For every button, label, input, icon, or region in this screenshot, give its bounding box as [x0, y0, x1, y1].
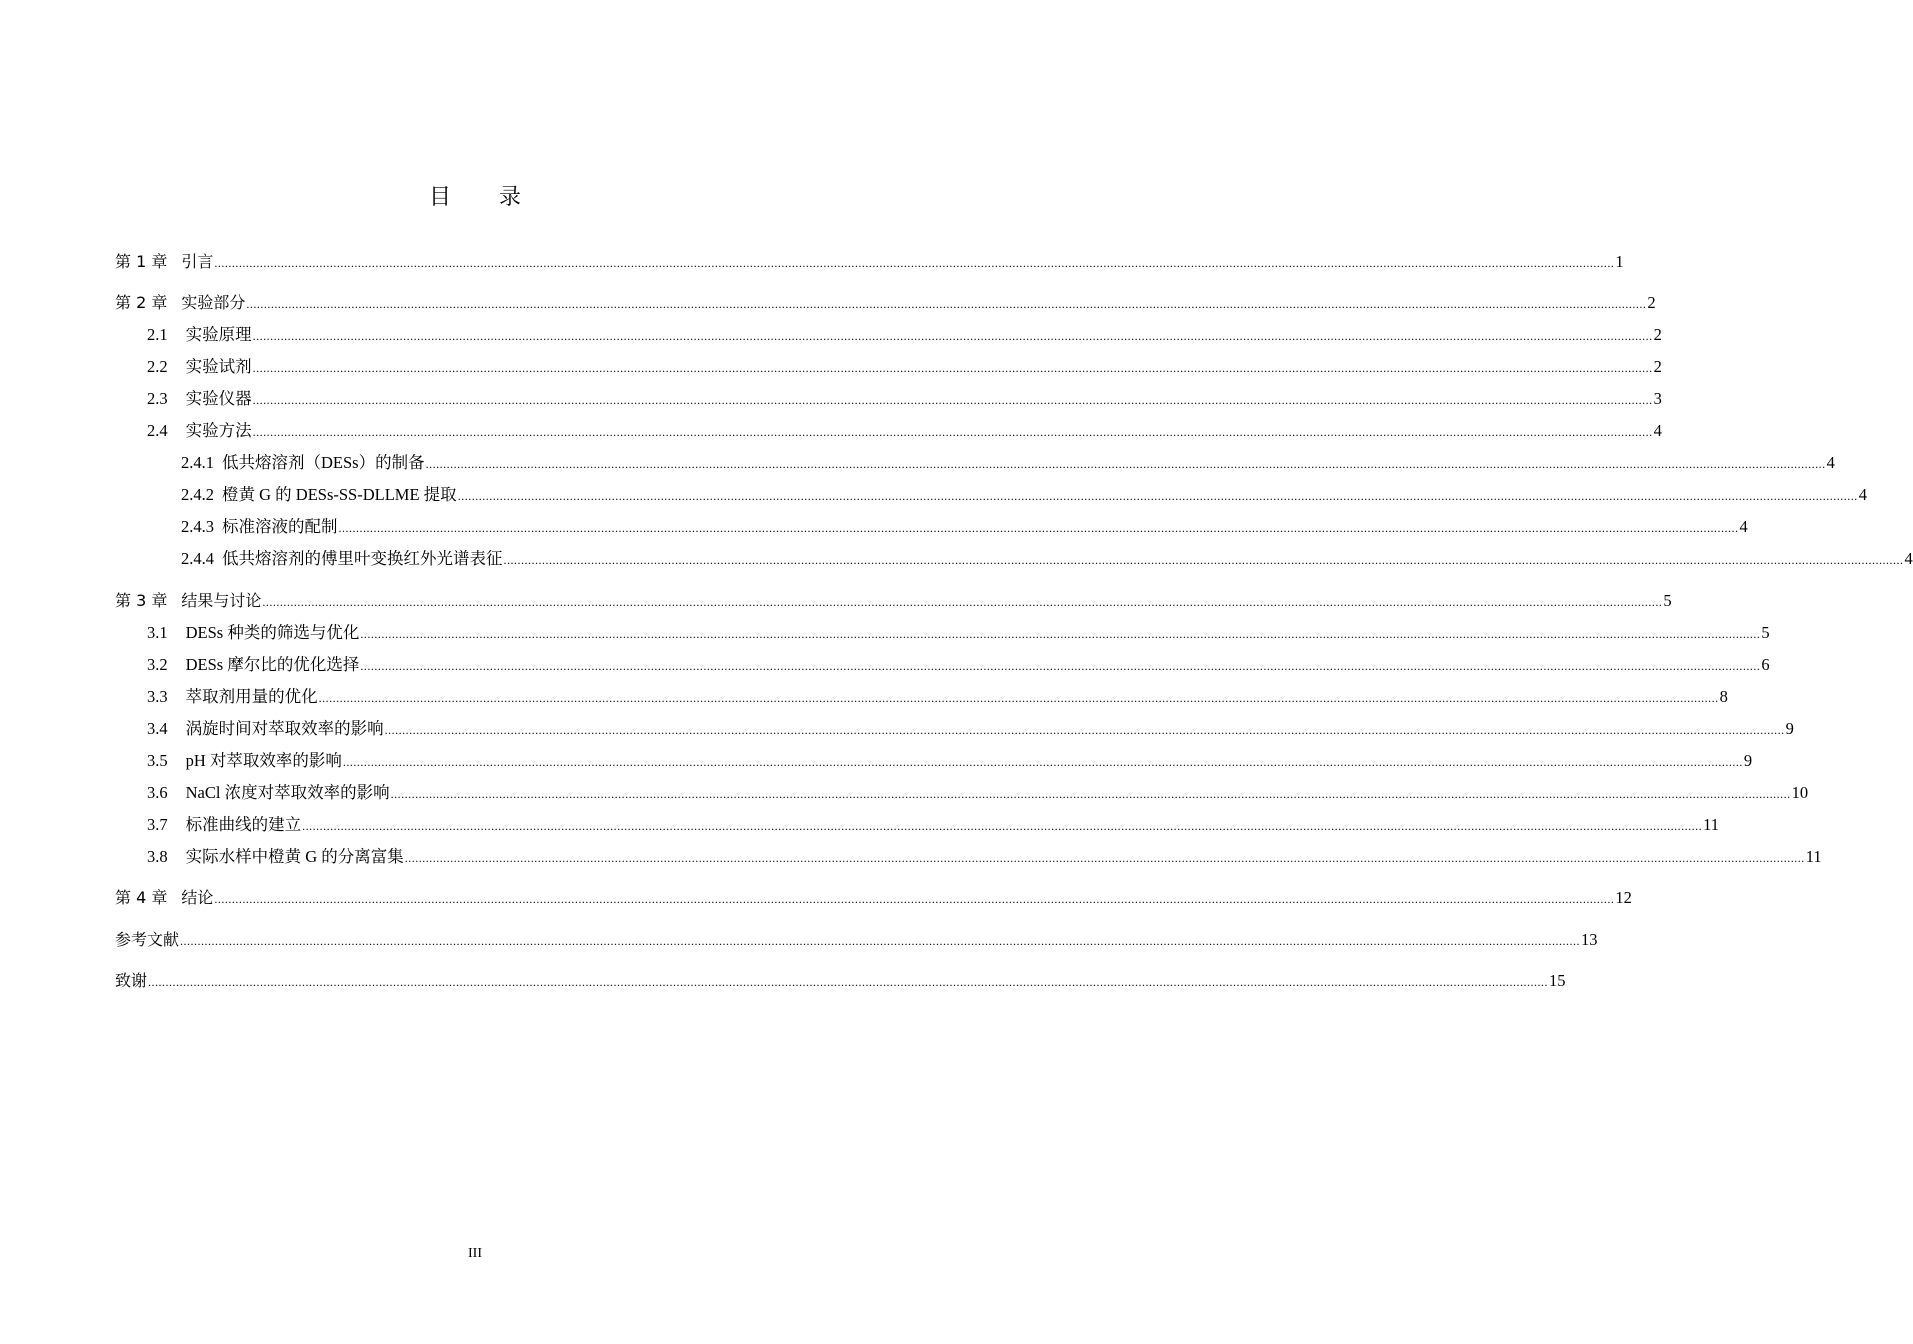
entry-label: DESs 摩尔比的优化选择	[185, 655, 360, 674]
dot-leader: ................................................................................................................................................................................................................................................................................................................................................................................................................	[457, 489, 1858, 503]
entry-number: 3.8	[147, 847, 168, 866]
entry-number: 3.2	[147, 655, 168, 674]
entry-label: 标准曲线的建立	[185, 815, 302, 834]
entry-number: 3.1	[147, 623, 168, 642]
dot-leader: ................................................................................................................................................................................................................................................................................................................................................................................................................	[262, 595, 1663, 609]
entry-page: 10	[1791, 783, 1809, 802]
toc-entry-ch2[interactable]	[115, 289, 1656, 313]
entry-number: 3.7	[147, 815, 168, 834]
entry-page: 2	[1653, 357, 1662, 376]
entry-number: 2.4.2	[181, 485, 214, 504]
entry-page: 3	[1653, 389, 1662, 408]
toc-entry-2-4-4[interactable]	[115, 545, 1913, 569]
entry-number: 2.3	[147, 389, 168, 408]
entry-number: 2.4.4	[181, 549, 214, 568]
entry-label: 引言	[181, 252, 214, 271]
toc-entry-2-4-3[interactable]	[115, 513, 1748, 537]
entry-number: 3.6	[147, 783, 168, 802]
toc-entry-2-4-1[interactable]	[115, 449, 1835, 473]
entry-number: 第 1 章	[115, 252, 168, 271]
dot-leader: ................................................................................................................................................................................................................................................................................................................................................................................................................	[180, 934, 1581, 948]
entry-label: 实验试剂	[185, 357, 252, 376]
entry-label: NaCl 浓度对萃取效率的影响	[185, 783, 390, 802]
toc-entry-ch1[interactable]	[115, 248, 1624, 272]
entry-label: 结论	[181, 888, 214, 907]
entry-number: 3.5	[147, 751, 168, 770]
entry-number: 第 3 章	[115, 591, 168, 610]
dot-leader: ................................................................................................................................................................................................................................................................................................................................................................................................................	[246, 297, 1647, 311]
entry-page: 15	[1549, 971, 1566, 990]
entry-number: 3.3	[147, 687, 168, 706]
entry-number: 第 4 章	[115, 888, 168, 907]
entry-label: 实验仪器	[185, 389, 252, 408]
toc-entry-3-6[interactable]	[115, 779, 1809, 803]
entry-label: 萃取剂用量的优化	[185, 687, 318, 706]
dot-leader: ................................................................................................................................................................................................................................................................................................................................................................................................................	[404, 851, 1805, 865]
dot-leader: ................................................................................................................................................................................................................................................................................................................................................................................................................	[252, 393, 1653, 407]
toc-entry-2-2[interactable]	[115, 353, 1662, 377]
entry-label: 涡旋时间对萃取效率的影响	[185, 719, 384, 738]
dot-leader: ................................................................................................................................................................................................................................................................................................................................................................................................................	[338, 521, 1739, 535]
toc-entry-3-1[interactable]	[115, 619, 1770, 643]
toc-entry-ch4[interactable]	[115, 884, 1632, 908]
entry-page: 4	[1739, 517, 1748, 536]
entry-page: 4	[1858, 485, 1867, 504]
dot-leader: ................................................................................................................................................................................................................................................................................................................................................................................................................	[360, 627, 1761, 641]
entry-page: 2	[1647, 293, 1656, 312]
dot-leader: ................................................................................................................................................................................................................................................................................................................................................................................................................	[384, 723, 1785, 737]
dot-leader: ................................................................................................................................................................................................................................................................................................................................................................................................................	[252, 425, 1653, 439]
toc-entry-3-8[interactable]	[115, 843, 1822, 867]
entry-label: 橙黄 G 的 DESs-SS-DLLME 提取	[222, 485, 457, 504]
dot-leader: ................................................................................................................................................................................................................................................................................................................................................................................................................	[425, 457, 1826, 471]
entry-label: 结果与讨论	[181, 591, 262, 610]
toc-entry-2-1[interactable]	[115, 321, 1662, 345]
entry-page: 4	[1653, 421, 1662, 440]
toc-entry-references[interactable]	[115, 926, 1598, 950]
entry-number: 第 2 章	[115, 293, 168, 312]
entry-page: 5	[1663, 591, 1672, 610]
entry-page: 9	[1743, 751, 1753, 770]
entry-page: 11	[1703, 815, 1720, 834]
entry-page: 1	[1615, 252, 1624, 271]
entry-label: pH 对萃取效率的影响	[185, 751, 342, 770]
dot-leader: ................................................................................................................................................................................................................................................................................................................................................................................................................	[252, 361, 1653, 375]
entry-page: 8	[1719, 687, 1728, 706]
entry-number: 2.4	[147, 421, 168, 440]
entry-label: 低共熔溶剂（DESs）的制备	[222, 453, 425, 472]
entry-label: 实际水样中橙黄 G 的分离富集	[185, 847, 404, 866]
dot-leader: ................................................................................................................................................................................................................................................................................................................................................................................................................	[214, 892, 1615, 906]
dot-leader: ................................................................................................................................................................................................................................................................................................................................................................................................................	[214, 256, 1615, 270]
dot-leader: ................................................................................................................................................................................................................................................................................................................................................................................................................	[503, 553, 1904, 567]
entry-page: 12	[1615, 888, 1632, 907]
entry-label: 参考文献	[115, 930, 180, 949]
toc-title-char-1: 目	[428, 185, 451, 210]
entry-number: 2.2	[147, 357, 168, 376]
dot-leader: ................................................................................................................................................................................................................................................................................................................................................................................................................	[318, 691, 1719, 705]
entry-page: 6	[1761, 655, 1770, 674]
dot-leader: ................................................................................................................................................................................................................................................................................................................................................................................................................	[302, 819, 1703, 833]
entry-page: 2	[1653, 325, 1662, 344]
entry-label: 实验原理	[185, 325, 252, 344]
entry-label: 致谢	[115, 971, 148, 990]
entry-number: 2.1	[147, 325, 168, 344]
page-number-footer: III	[468, 1246, 482, 1261]
toc-entry-3-7[interactable]	[115, 811, 1720, 835]
entry-number: 2.4.1	[181, 453, 214, 472]
toc-title-char-2: 录	[499, 185, 522, 210]
dot-leader: ................................................................................................................................................................................................................................................................................................................................................................................................................	[252, 329, 1653, 343]
dot-leader: ................................................................................................................................................................................................................................................................................................................................................................................................................	[148, 975, 1549, 989]
entry-number: 2.4.3	[181, 517, 214, 536]
toc-entry-3-3[interactable]	[115, 683, 1728, 707]
entry-page: 4	[1826, 453, 1835, 472]
toc-entry-acknowledgements[interactable]	[115, 967, 1566, 991]
entry-label: 实验方法	[185, 421, 252, 440]
entry-label: 标准溶液的配制	[222, 517, 338, 536]
toc-entry-3-2[interactable]	[115, 651, 1770, 675]
toc-entry-2-4-2[interactable]	[115, 481, 1867, 505]
dot-leader: ................................................................................................................................................................................................................................................................................................................................................................................................................	[390, 787, 1791, 801]
entry-page: 4	[1904, 549, 1913, 568]
toc-entry-3-4[interactable]	[115, 715, 1794, 739]
entry-label: DESs 种类的筛选与优化	[185, 623, 360, 642]
toc-title	[0, 180, 950, 211]
entry-page: 11	[1805, 847, 1822, 866]
toc-entry-ch3[interactable]	[115, 587, 1672, 611]
entry-page: 5	[1761, 623, 1770, 642]
entry-label: 低共熔溶剂的傅里叶变换红外光谱表征	[222, 549, 503, 568]
entry-page: 13	[1581, 930, 1598, 949]
toc-entry-2-3[interactable]	[115, 385, 1662, 409]
dot-leader: ................................................................................................................................................................................................................................................................................................................................................................................................................	[360, 659, 1761, 673]
toc-entry-3-5[interactable]	[115, 747, 1753, 771]
entry-label: 实验部分	[181, 293, 246, 312]
entry-page: 9	[1785, 719, 1794, 738]
entry-number: 3.4	[147, 719, 168, 738]
toc-entry-2-4[interactable]	[115, 417, 1662, 441]
dot-leader: ................................................................................................................................................................................................................................................................................................................................................................................................................	[342, 755, 1743, 769]
